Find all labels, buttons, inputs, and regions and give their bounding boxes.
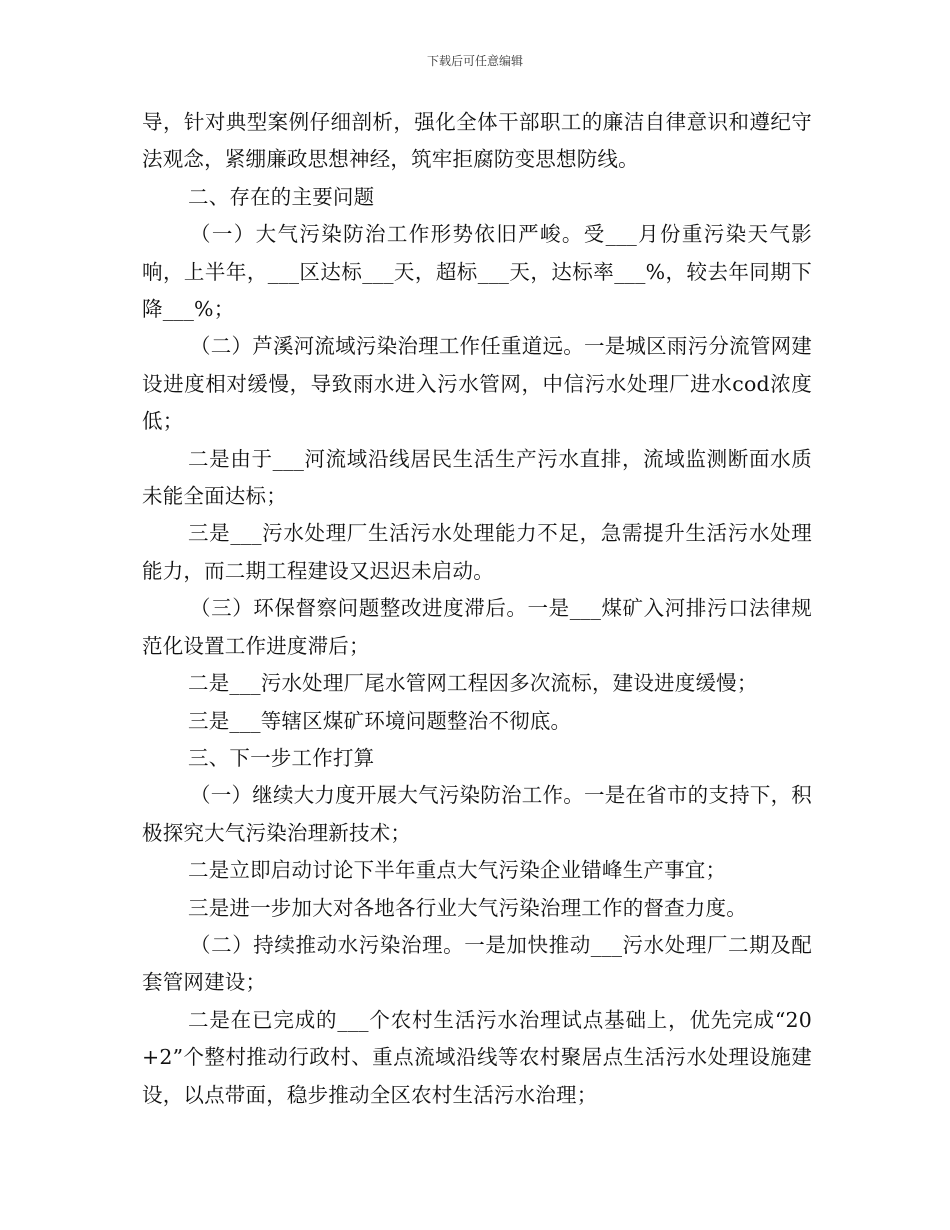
paragraph-river-third: 三是___污水处理厂生活污水处理能力不足，急需提升生活污水处理能力，而二期工程建设又迟迟未启动。	[142, 521, 812, 583]
paragraph-river-second: 二是由于___河流域沿线居民生活生产污水直排，流域监测断面水质未能全面达标；	[142, 446, 812, 509]
paragraph-air-plan-third: 三是进一步加大对各地各行业大气污染治理工作的督查力度。	[188, 895, 747, 920]
page-header: 下载后可任意编辑	[426, 54, 523, 68]
paragraph-inspection: （三）环保督察问题整改进度滞后。一是___煤矿入河排污口法律规范化设置工作进度滞后；	[142, 596, 812, 658]
paragraph-water-plan-second: 二是在已完成的___个农村生活污水治理试点基础上，优先完成“20+2”个整村推动行政村、重点流域沿线等农村聚居点生活污水处理设施建设，以点带面，稳步推动全区农村生活污水治理；	[142, 1007, 812, 1107]
document-body	[142, 104, 812, 1114]
paragraph-air-pollution: （一）大气污染防治工作形势依旧严峻。受___月份重污染天气影响，上半年，___区达标___天，超标___天，达标率___%，较去年同期下降___%；	[142, 222, 812, 322]
section-heading-problems: 二、存在的主要问题	[188, 184, 375, 209]
paragraph-inspection-third: 三是___等辖区煤矿环境问题整治不彻底。	[188, 708, 572, 733]
paragraph-inspection-second: 二是___污水处理厂尾水管网工程因多次流标，建设进度缓慢；	[188, 671, 758, 696]
section-heading-next-steps: 三、下一步工作打算	[188, 745, 375, 770]
paragraph-luxi-river: （二）芦溪河流域污染治理工作任重道远。一是城区雨污分流管网建设进度相对缓慢，导致雨水进入污水管网，中信污水处理厂进水cod浓度低；	[142, 334, 812, 434]
paragraph-air-plan-second: 二是立即启动讨论下半年重点大气污染企业错峰生产事宜；	[188, 858, 727, 883]
paragraph-air-plan: （一）继续大力度开展大气污染防治工作。一是在省市的支持下，积极探究大气污染治理新技术；	[142, 783, 812, 845]
paragraph-water-plan: （二）持续推动水污染治理。一是加快推动___污水处理厂二期及配套管网建设；	[142, 932, 812, 995]
paragraph-continuation: 导，针对典型案例仔细剖析，强化全体干部职工的廉洁自律意识和遵纪守法观念，紧绷廉政思想神经，筑牢拒腐防变思想防线。	[142, 110, 812, 172]
